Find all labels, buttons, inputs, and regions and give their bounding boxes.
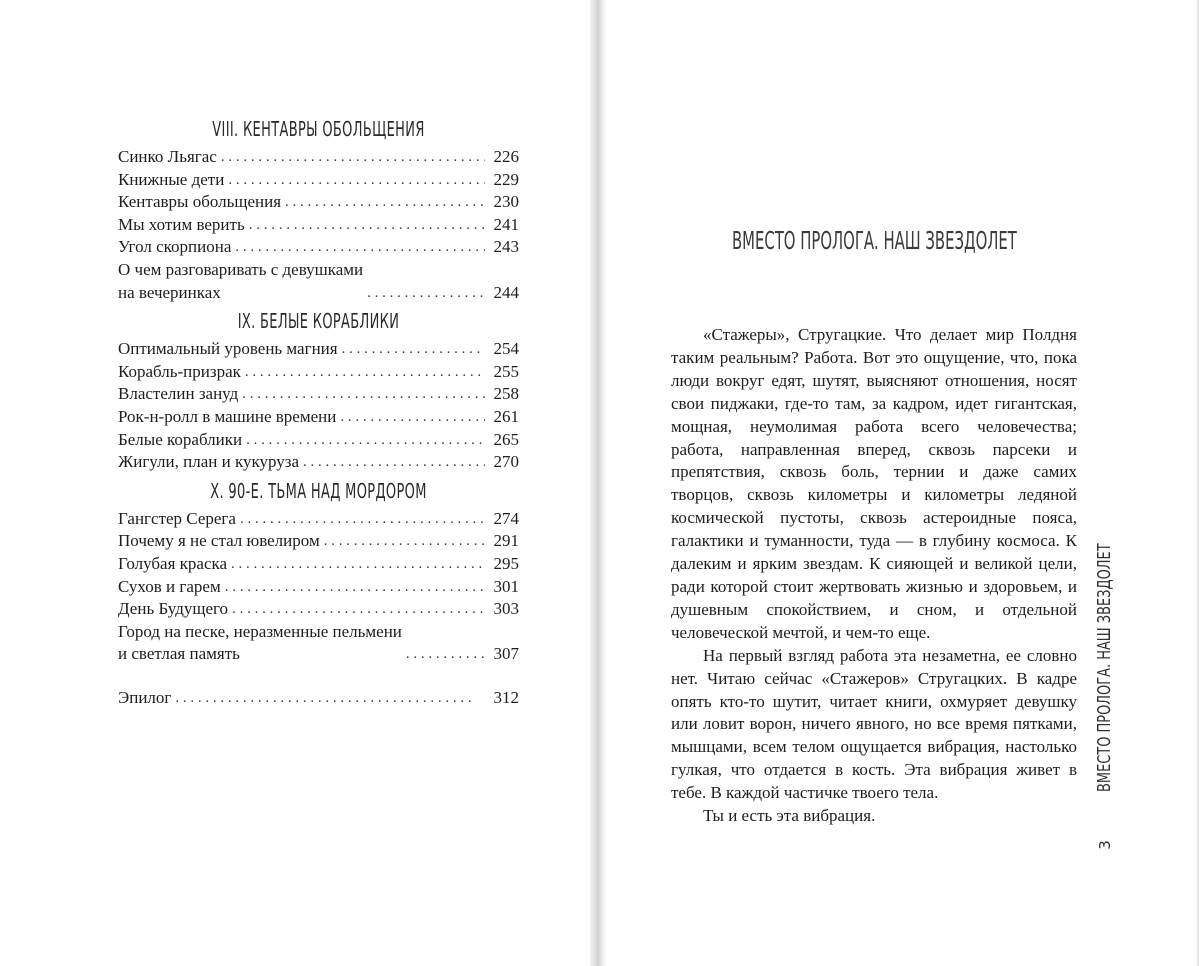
leader-dots xyxy=(221,146,485,169)
entry-title: Мы хотим верить xyxy=(118,214,245,234)
running-head-text: ВМЕСТО ПРОЛОГА. НАШ ЗВЕЗДОЛЕТ xyxy=(1094,543,1115,792)
page-number: 3 xyxy=(1096,840,1114,850)
entry-title: Город на песке, неразменные пельмени и светлая память xyxy=(118,621,402,664)
entry-title: Корабль-призрак xyxy=(118,361,241,381)
leader-dots xyxy=(406,643,485,666)
spacer xyxy=(118,666,519,687)
leader-dots xyxy=(249,214,485,237)
paragraph: На первый взгляд работа эта незаметна, ее словно нет. Читаю сейчас «Стажеров» Стругацких. В кадре опять кто-то шутит, читает книги, охмуряет девушку или ловит ворон, ничего явного, но все время пятками, мышцами, всем телом ощущается вибрация, настолько гулкая, что отдается в кость. Эта вибрация живет в тебе. В каждой частичке твоего тела. xyxy=(671,645,1077,803)
entry-page: 274 xyxy=(493,508,519,528)
entry-title: Властелин зануд xyxy=(118,384,239,404)
entry-title: Гангстер Серега xyxy=(118,508,236,528)
entry-title: Эпилог xyxy=(118,687,172,707)
entry-title: Голубая краска xyxy=(118,553,228,573)
entry-title: Сухов и гарем xyxy=(118,576,221,596)
toc-section-x xyxy=(118,474,519,666)
toc-entry xyxy=(118,576,519,599)
paragraph: Ты и есть эта вибрация. xyxy=(703,806,876,826)
toc-entry xyxy=(118,553,519,576)
entry-page: 312 xyxy=(493,687,519,707)
entry-page: 229 xyxy=(493,169,519,189)
toc-entry xyxy=(118,530,519,553)
entry-title: О чем разговаривать с девушками на вечеринках xyxy=(118,259,364,302)
toc-entry xyxy=(118,146,519,169)
toc-entry xyxy=(118,598,519,621)
entry-page: 291 xyxy=(493,531,519,551)
entry-page: 230 xyxy=(493,192,519,212)
entry-title: Жигули, план и кукуруза xyxy=(118,452,300,472)
entry-title: Оптимальный уровень магния xyxy=(118,339,338,359)
leader-dots xyxy=(175,687,485,710)
running-head xyxy=(1094,481,1115,792)
entry-title: Кентавры обольщения xyxy=(118,192,282,212)
toc-entry xyxy=(118,236,519,259)
toc-section-ix xyxy=(118,304,519,474)
toc-entry xyxy=(118,383,519,406)
leader-dots xyxy=(235,236,485,259)
leader-dots xyxy=(240,508,485,531)
leader-dots xyxy=(367,282,485,305)
table-of-contents xyxy=(118,112,519,709)
entry-page: 307 xyxy=(493,644,519,664)
entry-title: День Будущего xyxy=(118,599,229,619)
toc-entry xyxy=(118,361,519,384)
entry-page: 244 xyxy=(493,282,519,302)
toc-entry xyxy=(118,259,519,304)
leader-dots xyxy=(232,598,485,621)
leader-dots xyxy=(342,338,485,361)
entry-page: 265 xyxy=(493,429,519,449)
toc-entry xyxy=(118,451,519,474)
leader-dots xyxy=(340,406,485,429)
leader-dots xyxy=(228,169,485,192)
entry-title: Рок-н-ролл в машине времени xyxy=(118,406,337,426)
entry-title: Книжные дети xyxy=(118,169,225,189)
section-title: X. 90-Е. ТЬМА НАД МОРДОРОМ xyxy=(210,478,427,503)
toc-entry xyxy=(118,191,519,214)
toc-section-viii xyxy=(118,112,519,304)
entry-page: 303 xyxy=(493,599,519,619)
entry-page: 261 xyxy=(493,406,519,426)
entry-page: 255 xyxy=(493,361,519,381)
left-page xyxy=(0,0,596,966)
leader-dots xyxy=(231,553,485,576)
entry-title: Почему я не стал ювелиром xyxy=(118,531,320,551)
leader-dots xyxy=(242,383,485,406)
toc-entry xyxy=(118,406,519,429)
entry-page: 243 xyxy=(493,237,519,257)
section-title: IX. БЕЛЫЕ КОРАБЛИКИ xyxy=(237,309,400,334)
leader-dots xyxy=(225,576,485,599)
toc-entry xyxy=(118,621,519,666)
entry-page: 241 xyxy=(493,214,519,234)
entry-title: Угол скорпиона xyxy=(118,237,232,257)
paragraph: «Стажеры», Стругацкие. Что делает мир Полдня таким реальным? Работа. Вот это ощущение, что, пока люди вокруг едят, шутят, выясняют отношения, носят свои пиджаки, где-то там, за кадром, идет гигантская, мощная, неумолимая работа всего человечества; работа, направленная вперед, сквозь парсеки и препятствия, сквозь боль, тернии и даже самих творцов, сквозь километры и километры ледяной космической пустоты, сквозь астероидные пояса, галактики и туманности, туда — в глубину космоса. К далеким и ярким звездам. К сияющей и великой цели, ради которой стоит жертвовать жизнью и здоровьем, и душевным спокойствием, и сном, и отдельной человеческой мечтой, и чем-то еще. xyxy=(671,325,1077,642)
toc-entry xyxy=(118,429,519,452)
entry-page: 254 xyxy=(493,339,519,359)
entry-page: 226 xyxy=(493,147,519,166)
toc-entry xyxy=(118,338,519,361)
toc-entry xyxy=(118,508,519,531)
entry-title: Белые кораблики xyxy=(118,429,243,449)
leader-dots xyxy=(303,451,485,474)
chapter-title: ВМЕСТО ПРОЛОГА. НАШ ЗВЕЗДОЛЕТ xyxy=(732,226,1017,255)
leader-dots xyxy=(246,429,485,452)
entry-title: Синко Льягас xyxy=(118,147,217,166)
body-text xyxy=(671,324,1077,828)
toc-entry xyxy=(118,169,519,192)
leader-dots xyxy=(285,191,485,214)
toc-entry xyxy=(118,214,519,237)
toc-entry-epilog xyxy=(118,687,519,710)
entry-page: 301 xyxy=(493,576,519,596)
leader-dots xyxy=(324,530,485,553)
book-gutter xyxy=(590,0,606,966)
entry-page: 270 xyxy=(493,452,519,472)
section-title: VIII. КЕНТАВРЫ ОБОЛЬЩЕНИЯ xyxy=(212,117,425,141)
entry-page: 258 xyxy=(493,384,519,404)
leader-dots xyxy=(245,361,485,384)
entry-page: 295 xyxy=(493,553,519,573)
